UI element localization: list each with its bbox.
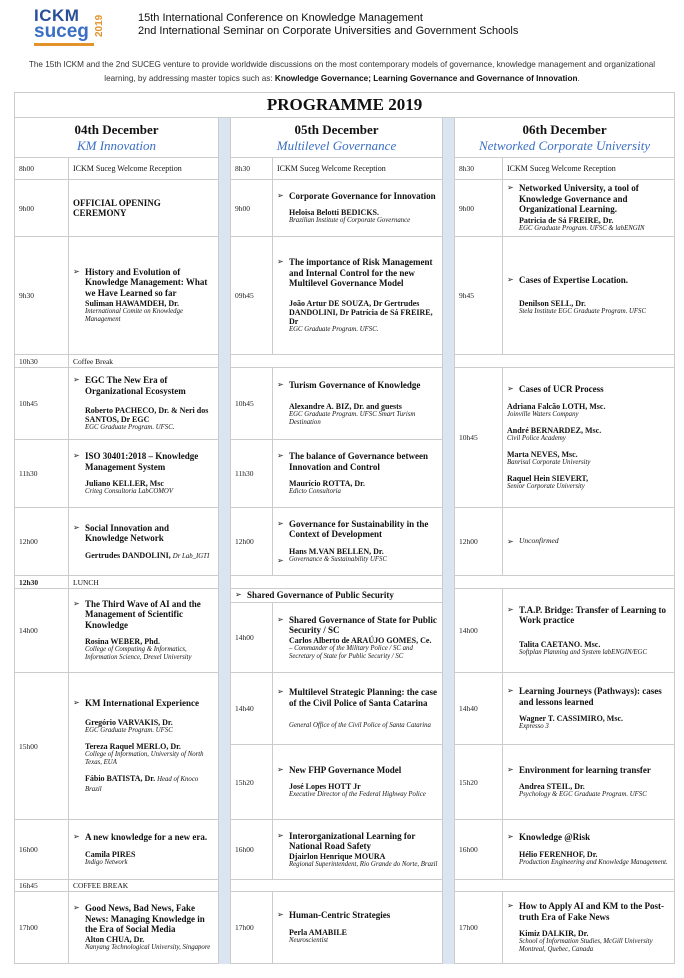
bullet-icon: ➢ bbox=[507, 274, 514, 284]
conference-line-2: 2nd International Seminar on Corporate Universities and Government Schools bbox=[138, 25, 519, 37]
time-cell: 9h45 bbox=[455, 237, 503, 355]
speaker-affiliation: EGC Graduate Program. UFSC Smart Turism Destination bbox=[289, 411, 416, 427]
time-cell: 9h30 bbox=[15, 237, 69, 355]
session-title: T.A.P. Bridge: Transfer of Learning to Work practice bbox=[519, 604, 666, 625]
time-cell: 16h00 bbox=[15, 820, 69, 880]
session-cell bbox=[273, 673, 443, 745]
track-title: Shared Governance of Public Security bbox=[247, 590, 394, 601]
day-date: 04th December bbox=[74, 121, 159, 137]
empty-cell bbox=[231, 355, 443, 368]
bullet-icon: ➢ bbox=[277, 555, 284, 565]
session-title: The importance of Risk Management and Internal Control for the new Multilevel Governance Model bbox=[289, 257, 433, 289]
speaker-name: Carlos Alberto de ARAÚJO GOMES, Ce. bbox=[289, 635, 432, 645]
session-cell bbox=[503, 508, 675, 576]
session-cell bbox=[503, 673, 675, 745]
session-cell bbox=[69, 892, 219, 964]
speaker-name: Kimiz DALKIR, Dr. bbox=[519, 929, 589, 938]
session-cell: ICKM Suceg Welcome Reception bbox=[503, 158, 675, 180]
time-cell: 14h00 bbox=[455, 589, 503, 673]
day-date: 06th December bbox=[522, 121, 607, 137]
speaker-name: José Lopes HOTT Jr bbox=[289, 782, 361, 792]
column-gap bbox=[219, 820, 231, 880]
session-cell bbox=[69, 237, 219, 355]
session-cell bbox=[69, 820, 219, 880]
session-title: Cases of Expertise Location. bbox=[519, 274, 628, 285]
column-gap bbox=[443, 118, 455, 158]
time-cell: 12h00 bbox=[15, 508, 69, 576]
session-title: Corporate Governance for Innovation bbox=[289, 190, 436, 201]
session-title: Networked University, a tool of Knowledge Governance and Organizational Learning. bbox=[519, 183, 639, 215]
speaker-affiliation: – Commander of the Military Police / SC and Secretary of State for Public Security / SC bbox=[289, 644, 413, 660]
speaker-name bbox=[85, 551, 214, 561]
speaker-affiliation: School of Information Studies, McGill University Montreal, Quebec, Canada bbox=[519, 938, 653, 953]
speaker-name: Djairlon Henrique MOURA bbox=[289, 851, 386, 861]
speaker-affiliation: Banrisul Corporate University bbox=[507, 458, 591, 466]
session-cell bbox=[273, 745, 443, 820]
speaker-name: Patricia de Sá FREIRE, Dr. bbox=[519, 215, 614, 225]
speaker-affiliation: Senior Corporate University bbox=[507, 482, 585, 490]
session-title: Turism Governance of Knowledge bbox=[289, 379, 421, 390]
column-gap bbox=[443, 368, 455, 440]
speaker-affiliation: College of Computing & Informatics, Information Science, Drexel University bbox=[85, 646, 192, 662]
bullet-icon: ➢ bbox=[507, 686, 514, 695]
session-cell bbox=[503, 368, 675, 508]
conference-line-1: 15th International Conference on Knowledge Management bbox=[138, 12, 423, 24]
speaker-name: Andrea STEIL, Dr. bbox=[519, 782, 585, 792]
bullet-icon: ➢ bbox=[277, 451, 284, 460]
speaker-affiliation: EGC Graduate Program. UFSC bbox=[85, 727, 173, 735]
speaker-name-text: Gertrudes DANDOLINI, bbox=[85, 550, 171, 560]
column-gap bbox=[219, 576, 231, 589]
time-cell: 8h30 bbox=[231, 158, 273, 180]
time-cell: 12h00 bbox=[231, 508, 273, 576]
time-cell: 16h00 bbox=[455, 820, 503, 880]
day-header-3 bbox=[455, 118, 675, 158]
time-cell: 16h00 bbox=[231, 820, 273, 880]
speaker-name-text: Fábio BATISTA, Dr. bbox=[85, 774, 156, 784]
speaker-affiliation: Edicto Consultoria bbox=[289, 488, 341, 495]
session-cell bbox=[273, 237, 443, 355]
bullet-icon: ➢ bbox=[507, 901, 514, 910]
speaker-name: Talita CAETANO. Msc. bbox=[519, 639, 601, 649]
column-gap bbox=[219, 880, 231, 892]
time-cell: 9h00 bbox=[231, 180, 273, 237]
speaker-name: Maurício ROTTA, Dr. bbox=[289, 479, 365, 488]
bullet-icon: ➢ bbox=[277, 910, 284, 920]
time-cell: 10h45 bbox=[15, 368, 69, 440]
bullet-icon: ➢ bbox=[235, 590, 242, 600]
session-title: Governance for Sustainability in the Context of Development bbox=[289, 518, 429, 539]
speaker-name: Heloisa Belotti BEDICKS. bbox=[289, 208, 380, 218]
session-cell bbox=[503, 589, 675, 673]
intro-bold: Knowledge Governance; Learning Governance and Governance of Innovation bbox=[274, 74, 578, 83]
session-title: How to Apply AI and KM to the Post-truth Era of Fake News bbox=[519, 901, 665, 922]
bullet-icon: ➢ bbox=[507, 384, 514, 394]
session-title: Knowledge @Risk bbox=[519, 832, 591, 843]
column-gap bbox=[443, 355, 455, 368]
speaker-name: Denilson SELL, Dr. bbox=[519, 299, 586, 309]
bullet-icon: ➢ bbox=[277, 614, 284, 624]
day-header-2 bbox=[231, 118, 443, 158]
column-gap bbox=[219, 368, 231, 440]
speaker-name: Alton CHUA, Dr. bbox=[85, 934, 145, 944]
speaker-affiliation: Production Engineering and Knowledge Management. bbox=[519, 858, 668, 866]
speaker-affiliation: General Office of the Civil Police of Santa Catarina bbox=[289, 722, 431, 729]
session-title: The balance of Governance between Innovation and Control bbox=[289, 451, 428, 472]
bullet-icon: ➢ bbox=[73, 375, 80, 384]
session-title: KM International Experience bbox=[85, 697, 199, 708]
speaker-affiliation: Head of Knoco Brazil bbox=[85, 776, 199, 794]
session-cell bbox=[69, 180, 219, 237]
session-title: Shared Governance of State for Public Security / SC bbox=[289, 614, 437, 635]
day-header-1 bbox=[15, 118, 219, 158]
time-cell: 10h45 bbox=[455, 368, 503, 508]
session-cell bbox=[69, 368, 219, 440]
bullet-icon: ➢ bbox=[277, 518, 284, 528]
session-cell bbox=[69, 440, 219, 508]
speaker-name: Adriana Falcão LOTH, Msc. bbox=[507, 401, 606, 411]
session-cell bbox=[69, 508, 219, 576]
bullet-icon: ➢ bbox=[277, 379, 284, 389]
logo-underline bbox=[34, 43, 94, 46]
session-title: The Third Wave of AI and the Management of Scientific Knowledge bbox=[85, 598, 201, 630]
time-cell: 17h00 bbox=[455, 892, 503, 964]
session-title: Good News, Bad News, Fake News: Managing Knowledge in the Era of Social Media bbox=[85, 903, 205, 935]
column-gap bbox=[443, 892, 455, 964]
session-cell bbox=[503, 820, 675, 880]
speaker-affiliation: Stela Institute EGC Graduate Program. UFSC bbox=[519, 308, 646, 316]
time-cell: 12h30 bbox=[15, 576, 69, 589]
speaker-name bbox=[85, 774, 214, 794]
speaker-affiliation: Psychology & EGC Graduate Program. UFSC bbox=[519, 791, 647, 799]
speaker-affiliation: Criteg Consultoria LabCOMOV bbox=[85, 488, 173, 495]
column-gap bbox=[219, 180, 231, 237]
session-title: ISO 30401:2018 – Knowledge Management System bbox=[85, 451, 199, 472]
session-cell bbox=[273, 508, 443, 576]
column-gap bbox=[443, 440, 455, 508]
speaker-name: Tereza Raquel MERLO, Dr. bbox=[85, 742, 181, 752]
session-cell bbox=[503, 180, 675, 237]
speaker-affiliation: Joinville Waters Company bbox=[507, 410, 579, 418]
speaker-name: Hélio FERENHOF, Dr. bbox=[519, 849, 598, 859]
bullet-icon: ➢ bbox=[73, 266, 80, 276]
empty-cell bbox=[455, 355, 675, 368]
time-cell: 9h00 bbox=[455, 180, 503, 237]
speaker-name: Camila PIRES bbox=[85, 849, 136, 859]
time-cell: 16h45 bbox=[15, 880, 69, 892]
column-gap bbox=[443, 180, 455, 237]
speaker-affiliation: Executive Director of the Federal Highway Police bbox=[289, 791, 426, 799]
programme-title: PROGRAMME 2019 bbox=[15, 93, 675, 118]
bullet-icon: ➢ bbox=[277, 830, 284, 840]
speaker-affiliation: Civil Police Academy bbox=[507, 434, 566, 442]
session-cell bbox=[273, 820, 443, 880]
break-cell: COFFEE BREAK bbox=[69, 880, 219, 892]
column-gap bbox=[219, 673, 231, 745]
column-gap bbox=[219, 237, 231, 355]
speaker-affiliation: EGC Graduate Program. UFSC. bbox=[289, 325, 379, 333]
time-cell: 09h45 bbox=[231, 237, 273, 355]
bullet-icon: ➢ bbox=[507, 183, 514, 193]
session-cell bbox=[503, 745, 675, 820]
time-cell: 11h30 bbox=[231, 440, 273, 508]
session-cell bbox=[273, 603, 443, 673]
bullet-icon: ➢ bbox=[73, 903, 80, 913]
bullet-icon: ➢ bbox=[73, 832, 80, 842]
time-cell: 14h00 bbox=[231, 603, 273, 673]
speaker-affiliation: College of Information, University of North Texas, EUA bbox=[85, 751, 204, 767]
day-theme: KM Innovation bbox=[76, 137, 157, 153]
bullet-icon: ➢ bbox=[277, 687, 284, 696]
speaker-affiliation: Nanyang Technological University, Singapore bbox=[85, 943, 211, 951]
speaker-name: Alexandre A. BIZ, Dr. and guests bbox=[289, 402, 402, 412]
session-title: Multilevel Strategic Planning: the case of the Civil Police of Santa Catarina bbox=[289, 687, 437, 708]
bullet-icon: ➢ bbox=[277, 764, 284, 774]
column-gap bbox=[219, 440, 231, 508]
time-cell: 17h00 bbox=[15, 892, 69, 964]
session-cell bbox=[503, 237, 675, 355]
intro-text: The 15th ICKM and the 2nd SUCEG venture to provide worldwide discussions on the most contemporary models of governance, knowledge management and organizational learning, by addressing master topics such as: bbox=[28, 60, 656, 83]
speaker-name: Roberto PACHECO, Dr. & Neri dos SANTOS, Dr EGC bbox=[85, 406, 209, 424]
day-theme: Multilevel Governance bbox=[276, 137, 397, 153]
speaker-name: Marta NEVES, Msc. bbox=[507, 449, 578, 459]
time-cell: 14h40 bbox=[455, 673, 503, 745]
programme-table bbox=[14, 92, 675, 964]
column-gap bbox=[219, 118, 231, 158]
column-gap bbox=[219, 355, 231, 368]
session-cell: ICKM Suceg Welcome Reception bbox=[69, 158, 219, 180]
speaker-name: Suliman HAWAMDEH, Dr. bbox=[85, 299, 179, 309]
column-gap bbox=[219, 158, 231, 180]
column-gap bbox=[443, 673, 455, 745]
column-gap bbox=[443, 508, 455, 576]
day-date: 05th December bbox=[294, 121, 379, 137]
empty-cell bbox=[455, 576, 675, 589]
session-title: Learning Journeys (Pathways): cases and lessons learned bbox=[519, 686, 662, 707]
bullet-icon: ➢ bbox=[73, 451, 80, 460]
empty-cell bbox=[231, 576, 443, 589]
column-gap bbox=[219, 603, 231, 673]
session-title: Environment for learning transfer bbox=[519, 764, 651, 775]
conference-logo bbox=[34, 6, 104, 46]
session-title: EGC The New Era of Organizational Ecosystem bbox=[85, 375, 186, 396]
bullet-icon: ➢ bbox=[507, 832, 514, 842]
time-cell: 10h45 bbox=[231, 368, 273, 440]
logo-text-suceg: suceg bbox=[34, 21, 89, 42]
session-cell bbox=[273, 180, 443, 237]
session-title: OFFICIAL OPENING CEREMONY bbox=[73, 197, 161, 218]
time-cell: 15h00 bbox=[15, 673, 69, 820]
bullet-icon: ➢ bbox=[277, 257, 284, 267]
column-gap bbox=[219, 589, 231, 603]
column-gap bbox=[443, 576, 455, 589]
column-gap bbox=[443, 820, 455, 880]
session-status: Unconfirmed bbox=[519, 536, 559, 545]
session-title: Social Innovation and Knowledge Network bbox=[85, 522, 170, 543]
break-cell: LUNCH bbox=[69, 576, 219, 589]
speaker-affiliation: Indigo Network bbox=[85, 858, 128, 866]
speaker-affiliation: Governance & Sustainability UFSC bbox=[289, 555, 387, 563]
column-gap bbox=[219, 892, 231, 964]
session-title: History and Evolution of Knowledge Management: What we Have Learned so far bbox=[85, 266, 208, 298]
time-cell: 10h30 bbox=[15, 355, 69, 368]
speaker-name: Wagner T. CASSIMIRO, Msc. bbox=[519, 714, 624, 723]
time-cell: 15h20 bbox=[455, 745, 503, 820]
bullet-icon: ➢ bbox=[507, 604, 514, 614]
speaker-affiliation: Neuroscientist bbox=[289, 936, 329, 944]
bullet-icon: ➢ bbox=[73, 522, 80, 532]
column-gap bbox=[443, 237, 455, 355]
time-cell: 12h00 bbox=[455, 508, 503, 576]
session-cell bbox=[69, 673, 219, 820]
bullet-icon: ➢ bbox=[507, 764, 514, 774]
bullet-icon: ➢ bbox=[277, 190, 284, 200]
track-header bbox=[231, 589, 443, 603]
column-gap bbox=[443, 158, 455, 180]
page-header bbox=[0, 0, 684, 52]
speaker-name: André BERNARDEZ, Msc. bbox=[507, 425, 602, 435]
time-cell: 17h00 bbox=[231, 892, 273, 964]
time-cell: 8h30 bbox=[455, 158, 503, 180]
speaker-affiliation: EGC Graduate Program. UFSC & labENGIN bbox=[519, 224, 645, 232]
session-cell bbox=[273, 440, 443, 508]
speaker-affiliation: Expresso 3 bbox=[519, 723, 549, 730]
intro-end: . bbox=[577, 74, 580, 83]
column-gap bbox=[443, 745, 455, 820]
column-gap bbox=[219, 508, 231, 576]
session-cell bbox=[273, 892, 443, 964]
bullet-icon: ➢ bbox=[73, 598, 80, 608]
column-gap bbox=[443, 880, 455, 892]
speaker-name: Perla AMABILE bbox=[289, 927, 347, 937]
time-cell: 14h00 bbox=[15, 589, 69, 673]
column-gap bbox=[443, 589, 455, 603]
time-cell: 9h00 bbox=[15, 180, 69, 237]
speaker-affiliation: International Comite on Knowledge Management bbox=[85, 308, 183, 324]
speaker-affiliation: EGC Graduate Program. UFSC. bbox=[85, 424, 175, 431]
speaker-name: João Artur DE SOUZA, Dr Gertrudes DANDOLINI, Dr Patrícia de Sá FREIRE, Dr bbox=[289, 298, 433, 326]
logo-text-ickm: ICKM bbox=[34, 6, 80, 25]
column-gap bbox=[443, 603, 455, 673]
session-cell bbox=[273, 368, 443, 440]
column-gap bbox=[219, 745, 231, 820]
time-cell: 8h00 bbox=[15, 158, 69, 180]
speaker-name: Rosina WEBER, Phd. bbox=[85, 637, 160, 647]
bullet-icon: ➢ bbox=[507, 537, 514, 546]
session-title: New FHP Governance Model bbox=[289, 764, 402, 775]
day-theme: Networked Corporate University bbox=[478, 137, 651, 153]
time-cell: 15h20 bbox=[231, 745, 273, 820]
speaker-name: Hans M.VAN BELLEN, Dr. bbox=[289, 546, 384, 556]
session-cell bbox=[503, 892, 675, 964]
speaker-name: Juliano KELLER, Msc bbox=[85, 479, 164, 488]
empty-cell bbox=[231, 880, 443, 892]
speaker-name: Raquel Hein SIEVERT, bbox=[507, 473, 589, 483]
session-title: Human-Centric Strategies bbox=[289, 910, 391, 921]
time-cell: 11h30 bbox=[15, 440, 69, 508]
speaker-affiliation: Softplan Planning and System labENGIN/EGC bbox=[519, 648, 648, 656]
speaker-affiliation: Regional Superintendent, Rio Grande do Norte, Brazil bbox=[289, 860, 438, 868]
intro-paragraph bbox=[18, 58, 666, 86]
empty-cell bbox=[455, 880, 675, 892]
session-title: A new knowledge for a new era. bbox=[85, 832, 208, 843]
speaker-affiliation: Brazilian Institute of Corporate Governance bbox=[289, 217, 411, 225]
session-title: Interorganizational Learning for National Road Safety bbox=[289, 830, 416, 851]
logo-year: 2019 bbox=[94, 14, 105, 38]
break-cell: Coffee Break bbox=[69, 355, 219, 368]
speaker-name: Gregório VARVAKIS, Dr. bbox=[85, 718, 173, 728]
bullet-icon: ➢ bbox=[73, 697, 80, 707]
time-cell: 14h40 bbox=[231, 673, 273, 745]
session-title: Cases of UCR Process bbox=[519, 384, 604, 395]
session-cell: ICKM Suceg Welcome Reception bbox=[273, 158, 443, 180]
conference-title bbox=[138, 12, 518, 38]
session-cell bbox=[69, 589, 219, 673]
speaker-affiliation: Dr Lab_IGTI bbox=[172, 552, 210, 560]
